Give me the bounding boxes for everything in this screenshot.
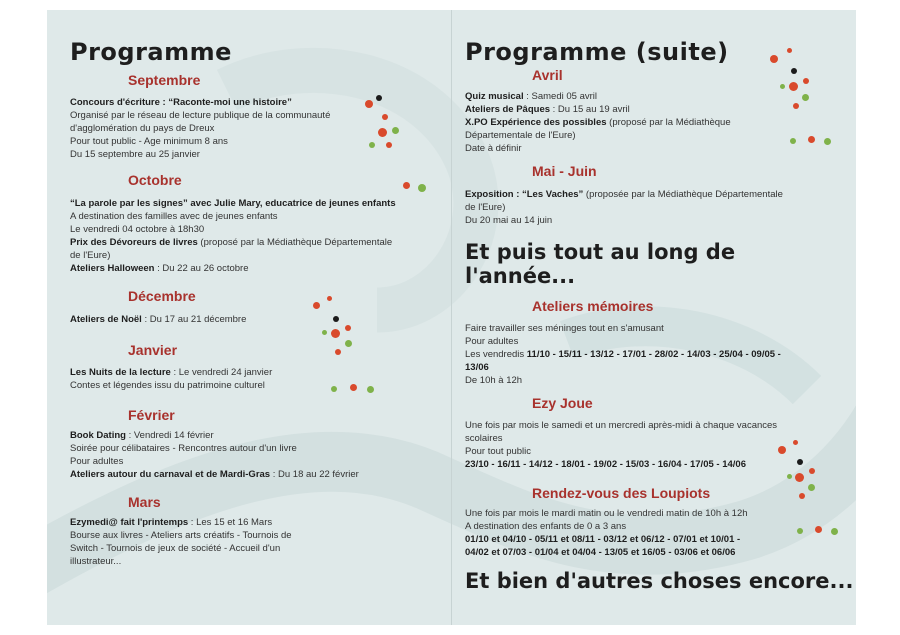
- text-line: Pour adultes: [465, 336, 519, 347]
- text-line: Exposition : “Les Vaches” (proposée par la Médiathèque Départementale: [465, 189, 783, 200]
- month-mai-juin: Mai - Juin: [532, 163, 597, 179]
- dot-decoration: [824, 138, 831, 145]
- dot-decoration: [808, 484, 815, 491]
- text-line: Ateliers de Pâques : Du 15 au 19 avril: [465, 104, 630, 115]
- text-line: Bourse aux livres - Ateliers arts créatifs - Tournois de: [70, 530, 292, 541]
- dot-decoration: [331, 386, 337, 392]
- dot-decoration: [803, 78, 809, 84]
- year-heading: [465, 240, 735, 288]
- mai-juin-block: [465, 188, 845, 227]
- text-line: d'agglomération du pays de Dreux: [70, 123, 215, 134]
- section-ateliers-memoires: Ateliers mémoires: [532, 298, 654, 314]
- month-mars: Mars: [128, 494, 161, 510]
- fold-line: [451, 10, 452, 625]
- year-heading-line-2: l'année...: [465, 264, 576, 288]
- text-line: Switch - Tournois de jeux de société - Accueil d'un: [70, 543, 281, 554]
- dot-decoration: [791, 68, 797, 74]
- dot-decoration: [386, 142, 392, 148]
- dot-decoration: [327, 296, 332, 301]
- text-line: A destination des enfants de 0 a 3 ans: [465, 521, 627, 532]
- section-ezy-joue: Ezy Joue: [532, 395, 593, 411]
- dot-decoration: [795, 473, 804, 482]
- right-title: Programme (suite): [465, 38, 729, 66]
- text-line: Ezymedi@ fait l'printemps : Les 15 et 16 Mars: [70, 517, 273, 528]
- section-rendez-vous-loupiots: Rendez-vous des Loupiots: [532, 485, 711, 501]
- dot-decoration: [787, 474, 792, 479]
- dot-decoration: [797, 459, 803, 465]
- text-line: Du 20 mai au 14 juin: [465, 215, 553, 226]
- dot-decoration: [382, 114, 388, 120]
- text-line: Les vendredis 11/10 - 15/11 - 13/12 - 17/01 - 28/02 - 14/03 - 25/04 - 09/05 -: [465, 349, 781, 360]
- footer-heading: Et bien d'autres choses encore...: [465, 569, 854, 593]
- text-line: X.PO Expérience des possibles (proposé par la Médiathèque: [465, 117, 731, 128]
- dot-decoration: [331, 329, 340, 338]
- month-octobre: Octobre: [128, 172, 182, 188]
- month-septembre: Septembre: [128, 72, 201, 88]
- text-line: Concours d'écriture : “Raconte-moi une histoire”: [70, 97, 292, 108]
- dot-decoration: [787, 48, 792, 53]
- text-line: Du 15 septembre au 25 janvier: [70, 149, 200, 160]
- ateliers-memoires-block: [465, 322, 840, 387]
- text-line: Une fois par mois le samedi et un mercredi après-midi à chaque vacances: [465, 420, 778, 431]
- text-line: Quiz musical : Samedi 05 avril: [465, 91, 598, 102]
- text-line: 13/06: [465, 362, 489, 373]
- text-line: Les Nuits de la lecture : Le vendredi 24 janvier: [70, 367, 273, 378]
- year-heading-line-1: Et puis tout au long de: [465, 240, 736, 264]
- dot-decoration: [809, 468, 815, 474]
- dot-decoration: [778, 446, 786, 454]
- dot-decoration: [369, 142, 375, 148]
- dot-decoration: [367, 386, 374, 393]
- text-line: Départementale de l'Eure): [465, 130, 576, 141]
- text-line: Pour adultes: [70, 456, 124, 467]
- dot-decoration: [808, 136, 815, 143]
- dot-decoration: [799, 493, 805, 499]
- text-line: Faire travailler ses méninges tout en s'amusant: [465, 323, 664, 334]
- text-line: Ateliers de Noël : Du 17 au 21 décembre: [70, 314, 247, 325]
- ezy-joue-block: [465, 419, 840, 471]
- month-janvier: Janvier: [128, 342, 178, 358]
- text-line: Contes et légendes issu du patrimoine culturel: [70, 380, 265, 391]
- fevrier-block: [70, 429, 440, 481]
- text-line: 01/10 et 04/10 - 05/11 et 08/11 - 03/12 et 06/12 - 07/01 et 10/01 -: [465, 534, 741, 545]
- dot-decoration: [333, 316, 339, 322]
- dot-decoration: [392, 127, 399, 134]
- left-title: Programme: [70, 38, 232, 66]
- text-line: De 10h à 12h: [465, 375, 523, 386]
- dot-decoration: [365, 100, 373, 108]
- dot-decoration: [793, 103, 799, 109]
- text-line: Pour tout public - Age minimum 8 ans: [70, 136, 228, 147]
- loupiots-block: [465, 507, 840, 559]
- avril-block: [465, 90, 785, 155]
- dot-decoration: [322, 330, 327, 335]
- text-line: Ateliers Halloween : Du 22 au 26 octobre: [70, 263, 249, 274]
- text-line: Le vendredi 04 octobre à 18h30: [70, 224, 205, 235]
- text-line: Organisé par le réseau de lecture publique de la communauté: [70, 110, 331, 121]
- month-fevrier: Février: [128, 407, 175, 423]
- text-line: Date à définir: [465, 143, 522, 154]
- text-line: de l'Eure): [465, 202, 506, 213]
- text-line: Pour tout public: [465, 446, 532, 457]
- decembre-block: [70, 313, 410, 326]
- dot-decoration: [378, 128, 387, 137]
- dot-decoration: [802, 94, 809, 101]
- dot-decoration: [345, 340, 352, 347]
- dot-decoration: [790, 138, 796, 144]
- dot-decoration: [345, 325, 351, 331]
- dot-decoration: [793, 440, 798, 445]
- month-avril: Avril: [532, 67, 563, 83]
- dot-decoration: [831, 528, 838, 535]
- text-line: 04/02 et 07/03 - 01/04 et 04/04 - 13/05 et 16/05 - 03/06 et 06/06: [465, 547, 736, 558]
- mars-block: [70, 516, 370, 568]
- dot-decoration: [313, 302, 320, 309]
- dot-decoration: [815, 526, 822, 533]
- text-line: illustrateur...: [70, 556, 122, 567]
- dot-decoration: [789, 82, 798, 91]
- dot-decoration: [376, 95, 382, 101]
- text-line: Soirée pour célibataires - Rencontres autour d'un livre: [70, 443, 297, 454]
- text-line: “La parole par les signes” avec Julie Mary, educatrice de jeunes enfants: [70, 198, 396, 209]
- text-line: 23/10 - 16/11 - 14/12 - 18/01 - 19/02 - 15/03 - 16/04 - 17/05 - 14/06: [465, 459, 746, 470]
- dot-decoration: [780, 84, 785, 89]
- dot-decoration: [770, 55, 778, 63]
- text-line: Une fois par mois le mardi matin ou le vendredi matin de 10h à 12h: [465, 508, 748, 519]
- month-decembre: Décembre: [128, 288, 196, 304]
- text-line: Prix des Dévoreurs de livres (proposé par la Médiathèque Départementale: [70, 237, 393, 248]
- dot-decoration: [350, 384, 357, 391]
- janvier-block: [70, 366, 410, 392]
- octobre-block: [70, 197, 440, 275]
- dot-decoration: [335, 349, 341, 355]
- septembre-block: [70, 96, 410, 161]
- text-line: de l'Eure): [70, 250, 111, 261]
- text-line: Book Dating : Vendredi 14 février: [70, 430, 214, 441]
- text-line: scolaires: [465, 433, 503, 444]
- dot-decoration: [797, 528, 803, 534]
- dot-decoration: [418, 184, 426, 192]
- text-line: Ateliers autour du carnaval et de Mardi-Gras : Du 18 au 22 février: [70, 469, 359, 480]
- text-line: A destination des familles avec de jeunes enfants: [70, 211, 278, 222]
- dot-decoration: [403, 182, 410, 189]
